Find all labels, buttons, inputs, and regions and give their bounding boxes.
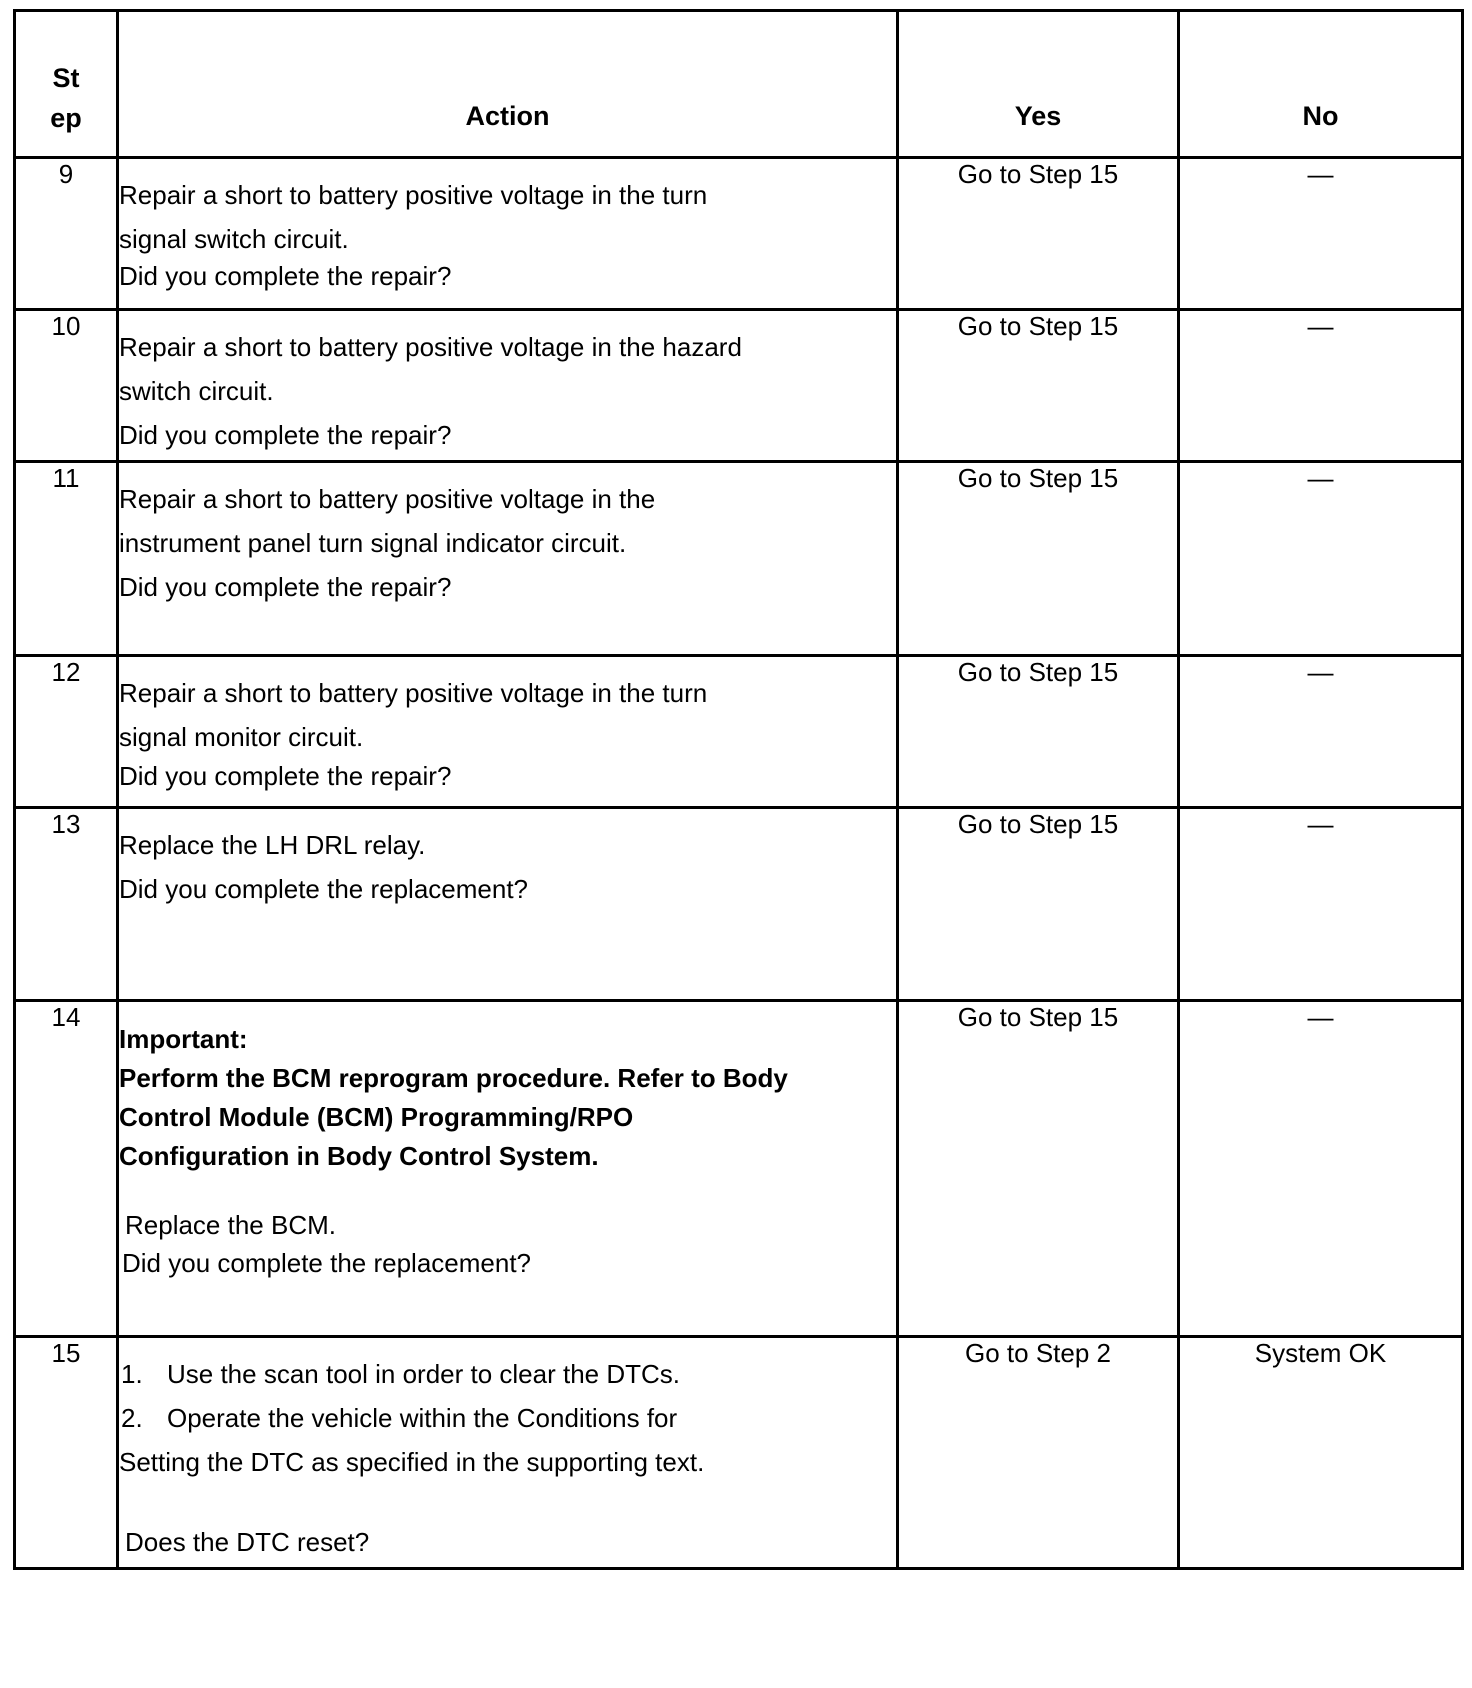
action-line: Replace the LH DRL relay.: [119, 830, 426, 860]
action-question: Did you complete the replacement?: [122, 1248, 532, 1278]
action-line: signal monitor circuit.: [119, 722, 364, 752]
action-line: signal switch circuit.: [119, 224, 349, 254]
action-line: Repair a short to battery positive voltage in the turn: [119, 678, 708, 708]
action-line: switch circuit.: [119, 376, 274, 406]
list-text: Operate the vehicle within the Conditions for: [167, 1403, 678, 1433]
step-number: 12: [15, 656, 118, 808]
no-cell: —: [1179, 808, 1463, 1001]
step-number: 15: [15, 1337, 118, 1569]
header-action: Action: [118, 11, 898, 158]
action-cell: [118, 1001, 898, 1337]
header-step-line1: St: [52, 63, 80, 93]
list-text: Use the scan tool in order to clear the DTCs.: [167, 1359, 681, 1389]
table-row: [15, 158, 1463, 310]
yes-cell: Go to Step 15: [898, 808, 1179, 1001]
table-row: [15, 656, 1463, 808]
table-row: [15, 1001, 1463, 1337]
list-item: [119, 1352, 896, 1396]
no-cell: —: [1179, 158, 1463, 310]
list-number: 1.: [121, 1359, 143, 1389]
list-item: [119, 1396, 896, 1440]
step-number: 13: [15, 808, 118, 1001]
yes-cell: Go to Step 15: [898, 158, 1179, 310]
important-label: Important:: [119, 1024, 248, 1054]
step-number: 10: [15, 310, 118, 462]
important-note: Configuration in Body Control System.: [119, 1141, 599, 1171]
yes-cell: Go to Step 15: [898, 310, 1179, 462]
table-row: [15, 310, 1463, 462]
action-line: Repair a short to battery positive voltage in the turn: [119, 180, 708, 210]
action-line: Repair a short to battery positive voltage in the hazard: [119, 332, 742, 362]
header-no: No: [1179, 11, 1463, 158]
action-question: Did you complete the repair?: [119, 572, 452, 602]
header-step-line2: ep: [50, 103, 82, 133]
yes-cell: Go to Step 2: [898, 1337, 1179, 1569]
yes-cell: Go to Step 15: [898, 656, 1179, 808]
numbered-steps: [119, 1352, 896, 1440]
table-row: [15, 1337, 1463, 1569]
diagnostic-table: [13, 9, 1464, 1570]
step-number: 9: [15, 158, 118, 310]
action-line: instrument panel turn signal indicator circuit.: [119, 528, 627, 558]
important-note: Perform the BCM reprogram procedure. Refer to Body: [119, 1063, 788, 1093]
action-question: Did you complete the repair?: [119, 261, 452, 291]
no-cell: —: [1179, 1001, 1463, 1337]
action-cell: [118, 462, 898, 656]
step-number: 11: [15, 462, 118, 656]
action-cell: [118, 656, 898, 808]
action-question: Did you complete the repair?: [119, 420, 452, 450]
action-line: Replace the BCM.: [125, 1210, 336, 1240]
important-note: Control Module (BCM) Programming/RPO: [119, 1102, 634, 1132]
header-yes: Yes: [898, 11, 1179, 158]
action-question: Did you complete the repair?: [119, 761, 452, 791]
header-step: [15, 11, 118, 158]
list-number: 2.: [121, 1403, 143, 1433]
no-cell: System OK: [1179, 1337, 1463, 1569]
table-row: [15, 808, 1463, 1001]
no-cell: —: [1179, 310, 1463, 462]
yes-cell: Go to Step 15: [898, 1001, 1179, 1337]
no-cell: —: [1179, 462, 1463, 656]
table-row: [15, 462, 1463, 656]
no-cell: —: [1179, 656, 1463, 808]
action-cell: [118, 158, 898, 310]
action-line: Repair a short to battery positive voltage in the: [119, 484, 656, 514]
action-cell: [118, 1337, 898, 1569]
header-row: [15, 11, 1463, 158]
step-number: 14: [15, 1001, 118, 1337]
action-line: Setting the DTC as specified in the supporting text.: [119, 1447, 705, 1477]
action-question: Does the DTC reset?: [125, 1527, 370, 1557]
action-cell: [118, 808, 898, 1001]
action-cell: [118, 310, 898, 462]
yes-cell: Go to Step 15: [898, 462, 1179, 656]
action-question: Did you complete the replacement?: [119, 874, 529, 904]
